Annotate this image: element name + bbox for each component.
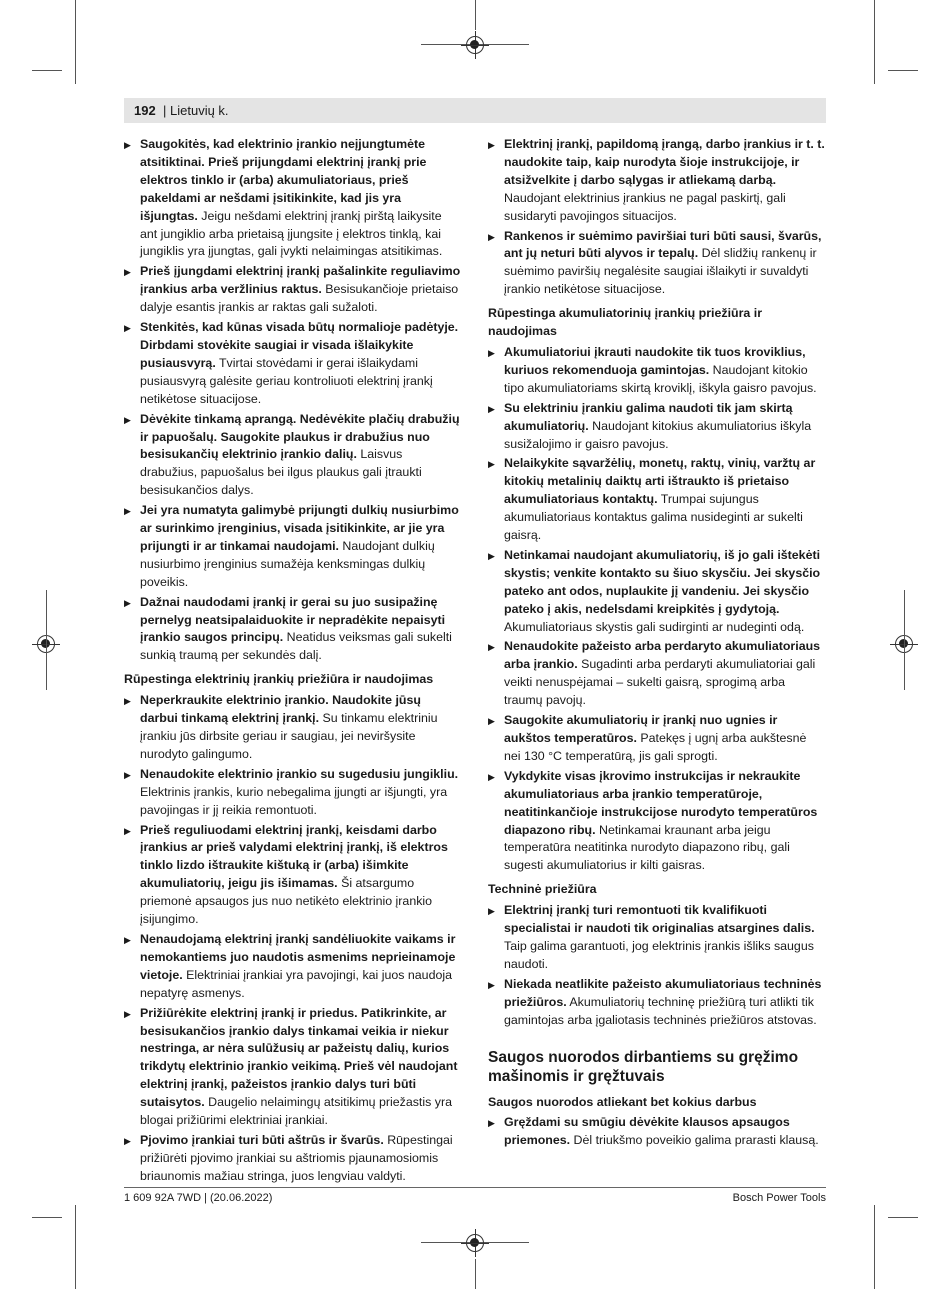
- subsection-heading: Rūpestinga akumuliatorinių įrankių priežiūra ir naudojimas: [488, 306, 763, 339]
- safety-item: [124, 1132, 462, 1186]
- safety-item: [488, 1114, 826, 1150]
- safety-item-bold: Niekada neatlikite pažeisto akumuliatoriaus techninės priežiūros.: [504, 976, 822, 1009]
- safety-item-text: Naudojant elektrinius įrankius ne pagal paskirtį, gali susidaryti pavojingos situacijos.: [504, 190, 786, 223]
- safety-item-text: Besisukančioje prietaiso dalyje esantis įrankis ar raktas gali sužaloti.: [140, 282, 459, 315]
- crop-mark: [32, 70, 62, 71]
- safety-item-bold: Netinkamai naudojant akumuliatorių, iš jo gali ištekėti skystis; venkite kontakto su šiuo skysčiu. Jei skysčio pateko ant odos, nuplaukite jį vandeniu. Jei skysčio pateko į akis, nedelsdami kreipkitės į gydytoją.: [504, 547, 821, 616]
- footer-document-id: 1 609 92A 7WD | (20.06.2022): [124, 1192, 273, 1204]
- safety-item-text: Su tinkamu elektriniu įrankiu jūs dirbsite geriau ir saugiau, jei neviršysite nurodyto galingumo.: [140, 711, 438, 761]
- safety-item: [488, 768, 826, 875]
- safety-item-text: Netinkamai kraunant arba jeigu temperatūra neatitinka nurodyto diapazono ribų, gali sugesti akumuliatorius ir kilti gaisras.: [504, 822, 790, 873]
- safety-item-bold: Gręždami su smūgiu dėvėkite klausos apsaugos priemones.: [504, 1115, 790, 1148]
- crop-mark: [46, 590, 47, 690]
- safety-item-text: Ši atsargumo priemonė apsaugos jus nuo netikėto elektrinio įrankio įsijungimo.: [140, 876, 433, 927]
- safety-item: [488, 344, 826, 398]
- safety-item-text: Rūpestingai prižiūrėti pjovimo įrankiai su aštriomis pjaunamosiomis briaunomis mažiau stringa, juos lengviau valdyti.: [140, 1132, 453, 1183]
- safety-item-bold: Elektrinį įrankį turi remontuoti tik kvalifikuoti specialistai ir naudoti tik originalias atsargines dalis.: [504, 903, 815, 936]
- safety-item-bold: Pjovimo įrankiai turi būti aštrūs ir švarūs.: [140, 1132, 384, 1147]
- safety-item: [488, 400, 826, 454]
- safety-item-bold: Jei yra numatyta galimybė prijungti dulkių nusiurbimo ar surinkimo įrenginius, visada įsitikinkite, ar jie yra prijungti ir ar tinkamai naudojami.: [140, 503, 459, 553]
- crop-mark: [888, 70, 918, 71]
- safety-item-text: Dėl triukšmo poveikio galima prarasti klausą.: [570, 1133, 819, 1148]
- safety-item-text: Tvirtai stovėdami ir gerai išlaikydami pusiausvyrą galėsite geriau kontroliuoti elektrinį įrankį netikėtose situacijose.: [140, 355, 433, 406]
- safety-item: [488, 712, 826, 766]
- header-language: Lietuvių k.: [170, 103, 229, 118]
- safety-item: [124, 822, 462, 929]
- safety-item: [488, 547, 826, 637]
- safety-item: [124, 766, 462, 820]
- safety-item-text: Akumuliatorių techninę priežiūrą turi atlikti tik gamintojas arba įgaliotasis techninės priežiūros atstovas.: [504, 994, 817, 1027]
- safety-item-text: Patekęs į ugnį arba aukštesnė nei 130 °C temperatūrą, jis gali sprogti.: [504, 731, 807, 763]
- safety-item-text: Naudojant dulkių nusiurbimo įrenginius sumažėja kenksmingas dulkių poveikis.: [140, 538, 435, 589]
- safety-item-bold: Dažnai naudodami įrankį ir gerai su juo susipažinę pernelyg neatsipalaiduokite ir nepradėkite nepaisyti įrankio saugos principų.: [140, 594, 446, 645]
- right-column: [488, 136, 826, 1152]
- safety-item: [124, 411, 462, 501]
- safety-item: [488, 136, 826, 226]
- safety-item-text: Daugelio nelaimingų atsitikimų priežastis yra blogai prižiūrimi elektriniai įrankiai.: [140, 1095, 452, 1128]
- safety-item-text: Sugadinti arba perdaryti akumuliatoriai gali veikti nenuspėjamai – sukelti gaisrą, sprogimą arba traumų pavojų.: [504, 657, 816, 708]
- crop-mark: [874, 0, 875, 84]
- safety-item: [488, 976, 826, 1030]
- safety-item-bold: Nenaudokite pažeisto arba perdaryto akumuliatoriaus arba įrankio.: [504, 639, 821, 672]
- registration-dot-icon: [470, 1238, 479, 1247]
- safety-item: [488, 902, 826, 974]
- crop-mark: [32, 1217, 62, 1218]
- safety-item: [124, 502, 462, 592]
- safety-item: [124, 594, 462, 666]
- subsection-heading: Rūpestinga elektrinių įrankių priežiūra ir naudojimas: [124, 672, 434, 687]
- safety-item-bold: Su elektriniu įrankiu galima naudoti tik jam skirtą akumuliatorių.: [504, 400, 793, 433]
- safety-item-bold: Elektrinį įrankį, papildomą įrangą, darbo įrankius ir t. t. naudokite taip, kaip nurodyta šioje instrukcijoje, ir atsižvelkite į darbo sąlygas ir atliekamą darbą.: [504, 137, 825, 187]
- safety-item-bold: Vykdykite visas įkrovimo instrukcijas ir nekraukite akumuliatoriaus arba įrankio temperatūroje, neatitinkančioje instrukcijose nurodyto temperatūros diapazono ribų.: [504, 768, 818, 837]
- safety-item-text: Trumpai sujungus akumuliatoriaus kontaktus galima nusideginti ar sukelti gaisrą.: [504, 492, 803, 543]
- safety-item-bold: Prižiūrėkite elektrinį įrankį ir priedus. Patikrinkite, ar besisukančios įrankio dalys tinkamai veikia ir niekur nestringa, ar nėra sulūžusių ar pažeistų dalių, kurios trikdytų elektrinio įrankio veikimą. Prieš vėl naudojant elektrinį įrankį, pažeistos įrankio dalys turi būti sutaisytos.: [140, 1005, 458, 1110]
- safety-item-bold: Saugokitės, kad elektrinio įrankio neįjungtumėte atsitiktinai. Prieš prijungdami elektrinį įrankį prie elektros tinklo ir (arba) akumuliatoriaus, prieš pakeldami ar nešdami įsitikinkite, kad jis yra išjungtas.: [140, 137, 427, 223]
- safety-item-text: Taip galima garantuoti, jog elektrinis įrankis išliks saugus naudoti.: [504, 938, 814, 971]
- crop-mark: [75, 1205, 76, 1289]
- safety-item-text: Naudojant kitokio tipo akumuliatoriams skirtą kroviklį, iškyla gaisro pavojus.: [504, 362, 817, 395]
- crop-mark: [904, 590, 905, 690]
- safety-item-bold: Rankenos ir suėmimo paviršiai turi būti sausi, švarūs, ant jų neturi būti alyvos ir tepalų.: [504, 228, 822, 261]
- safety-item-text: Dėl slidžių rankenų ir suėmimo paviršių negalėsite saugiai išlaikyti ir suvaldyti įrankio netikėtose situacijose.: [504, 246, 817, 297]
- crop-mark: [475, 0, 476, 30]
- registration-mark-icon: [466, 1234, 484, 1252]
- safety-item: [124, 263, 462, 317]
- crop-mark: [475, 1259, 476, 1289]
- left-column: [124, 136, 462, 1188]
- safety-item: [124, 931, 462, 1003]
- safety-item-bold: Stenkitės, kad kūnas visada būtų normalioje padėtyje. Dirbdami stovėkite saugiai ir visada išlaikykite pusiausvyrą.: [140, 320, 459, 370]
- safety-item: [124, 319, 462, 409]
- safety-item: [488, 228, 826, 300]
- safety-item: [124, 692, 462, 764]
- safety-item-bold: Dėvėkite tinkamą aprangą. Nedėvėkite plačių drabužių ir papuošalų. Saugokite plaukus ir drabužius nuo besisukančių elektrinio įrankio dalių.: [140, 411, 460, 462]
- safety-item-text: Laisvus drabužius, papuošalus bei ilgus plaukus gali įtraukti besisukančios dalys.: [140, 447, 422, 498]
- page-header-bar: [124, 98, 826, 123]
- safety-item-bold: Nelaikykite sąvaržėlių, monetų, raktų, vinių, varžtų ar kitokių metalinių daiktų arti ištraukto iš prietaiso akumuliatoriaus kontaktų.: [504, 456, 816, 507]
- safety-item-bold: Prieš reguliuodami elektrinį įrankį, keisdami darbo įrankius ar prieš valydami elektrinį įrankį, iš elektros tinklo lizdo ištraukite kištuką ir (arba) išimkite akumuliatorių, jeigu jis išimamas.: [140, 822, 448, 891]
- safety-item-bold: Nenaudojamą elektrinį įrankį sandėliuokite vaikams ir nemokantiems juo naudotis asmenims neprieinamoje vietoje.: [140, 931, 456, 982]
- safety-item-bold: Saugokite akumuliatorių ir įrankį nuo ugnies ir aukštos temperatūros.: [504, 713, 778, 745]
- safety-item: [488, 638, 826, 710]
- safety-item-bold: Akumuliatoriui įkrauti naudokite tik tuos kroviklius, kuriuos rekomenduoja gamintojas.: [504, 344, 806, 377]
- safety-item: [124, 1005, 462, 1130]
- safety-item-text: Neatidus veiksmas gali sukelti sunkią traumą per sekundės dalį.: [140, 630, 452, 663]
- safety-item-bold: Neperkraukite elektrinio įrankio. Naudokite jūsų darbui tinkamą elektrinį įrankį.: [140, 693, 421, 726]
- crop-mark: [888, 1217, 918, 1218]
- page-number: 192: [134, 103, 156, 118]
- section-title: Saugos nuorodos dirbantiems su gręžimo mašinomis ir gręžtuvais: [488, 1048, 799, 1085]
- crop-mark: [874, 1205, 875, 1289]
- safety-item-bold: Prieš įjungdami elektrinį įrankį pašalinkite reguliavimo įrankius arba veržlinius raktus.: [140, 264, 461, 297]
- safety-item-text: Naudojant kitokius akumuliatorius iškyla susižalojimo ir gaisro pavojus.: [504, 418, 812, 451]
- subsection-heading: Saugos nuorodos atliekant bet kokius darbus: [488, 1094, 757, 1109]
- safety-item-text: Jeigu nešdami elektrinį įrankį pirštą laikysite ant jungiklio arba prietaisą įjungsite į elektros tinklą, kai jungiklis yra įjungtas, gali įvykti nelaimingas atsitikimas.: [140, 208, 443, 259]
- safety-item-text: Elektrinis įrankis, kurio nebegalima įjungti ar išjungti, yra pavojingas ir jį reikia remontuoti.: [140, 784, 448, 817]
- footer-rule: [124, 1187, 826, 1188]
- header-separator: |: [163, 103, 167, 118]
- safety-item-text: Elektriniai įrankiai yra pavojingi, kai juos naudoja nepatyrę asmenys.: [140, 967, 452, 1000]
- safety-item-text: Akumuliatoriaus skystis gali sudirginti ar nudeginti odą.: [504, 619, 805, 634]
- registration-mark-icon: [466, 36, 484, 54]
- registration-dot-icon: [470, 40, 479, 49]
- safety-item: [124, 136, 462, 261]
- safety-item: [488, 455, 826, 545]
- footer-brand: Bosch Power Tools: [732, 1192, 826, 1204]
- subsection-heading: Techninė priežiūra: [488, 882, 597, 897]
- crop-mark: [75, 0, 76, 84]
- safety-item-bold: Nenaudokite elektrinio įrankio su sugedusiu jungikliu.: [140, 766, 459, 781]
